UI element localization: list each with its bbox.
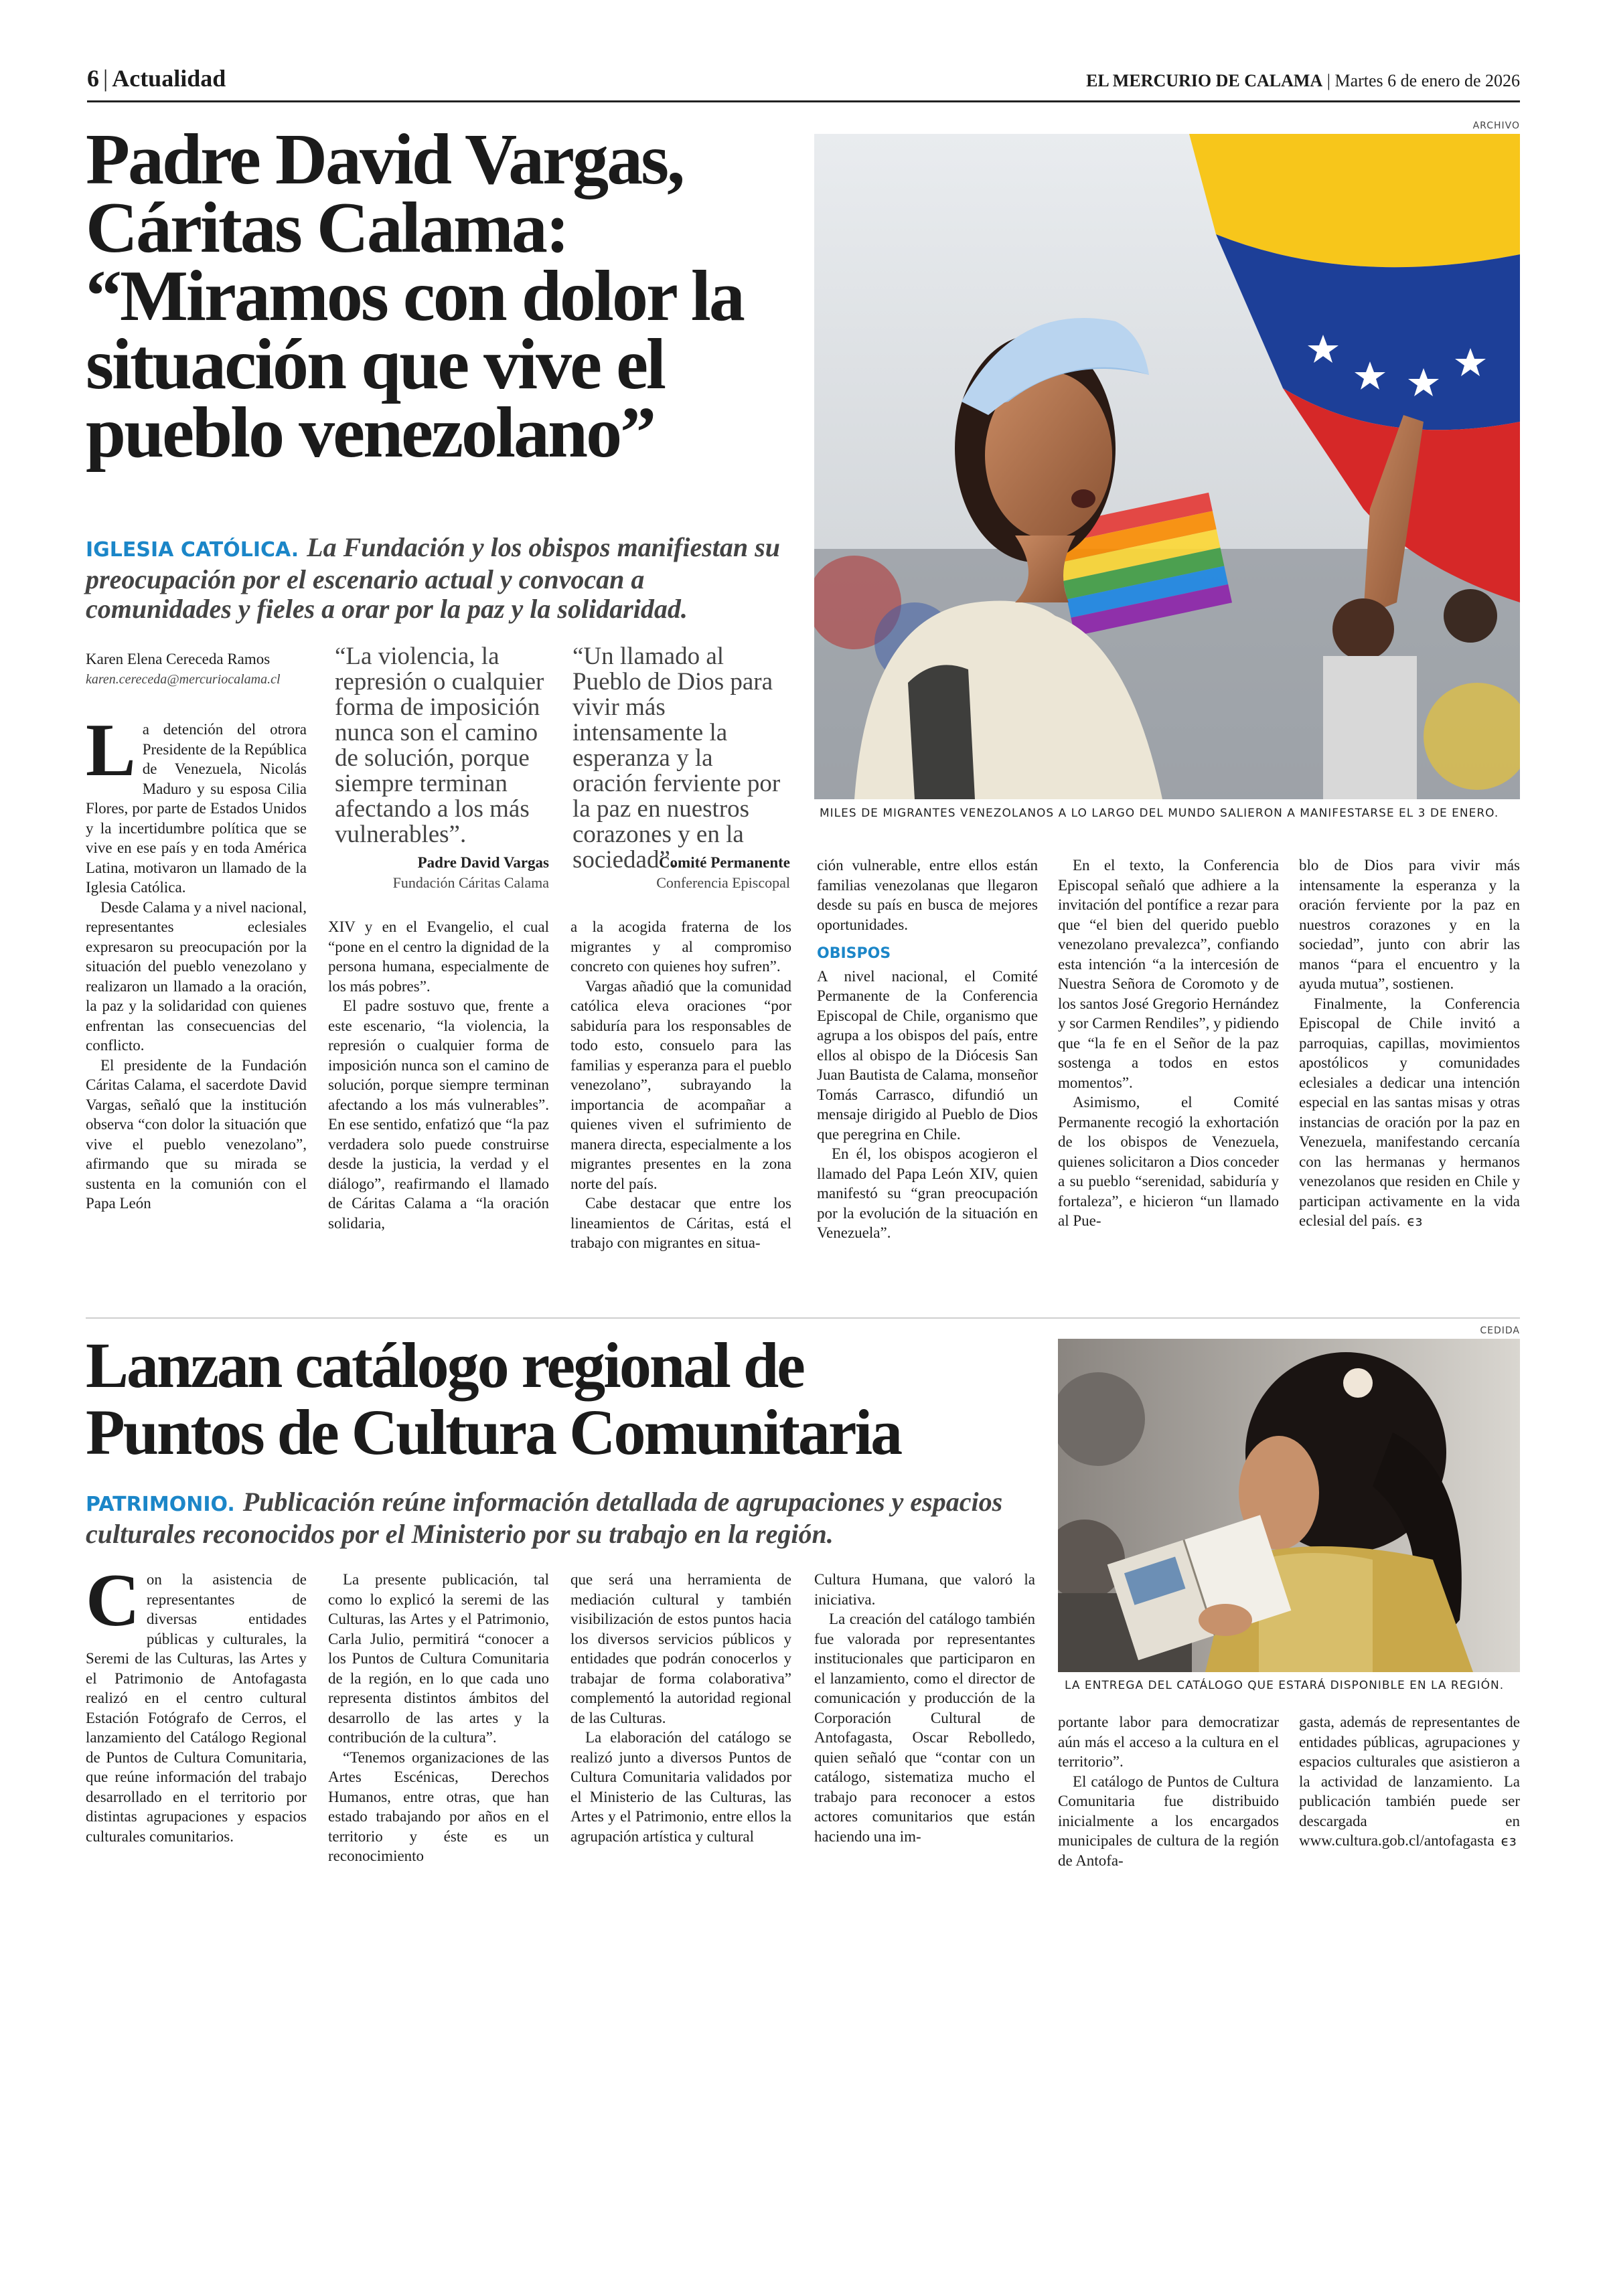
byline-name: Karen Elena Cereceda Ramos (86, 651, 271, 667)
kicker-text: La Fundación y los obispos manifiestan su preocupación por el escenario actual y convocan a comunidades y fieles a orar por la paz y la solidaridad. (86, 532, 780, 624)
article2-headline (86, 1329, 1057, 1468)
article-separator (86, 1317, 1520, 1319)
headline-line: situación que vive el (86, 325, 665, 404)
quote-attribution (335, 854, 549, 892)
article1-column-6 (1299, 855, 1520, 1309)
article2-column-6 (1299, 1712, 1520, 1908)
kicker-tag: IGLESIA CATÓLICA. (86, 538, 299, 562)
headline-line: Padre David Vargas, (86, 120, 684, 199)
subheading: OBISPOS (817, 945, 891, 962)
byline (86, 651, 313, 687)
headline-line: Cáritas Calama: (86, 188, 568, 268)
paragraph: En el texto, la Conferencia Episcopal señaló que adhiere a la invitación del pontífice a rezar para que “el bien del querido pueblo venezolano prevalezca”, confiando esta intención “a la intercesión de Nuestra Señora de Coromoto y de los santos José Gregorio Hernández y sor Carmen Rendiles”, y pidiendo que “la fe en el Señor de la paz sostenga a todos en estos momentos”. (1058, 857, 1279, 1091)
end-of-article-mark: ϵз (1407, 1213, 1423, 1229)
drop-cap: C (86, 1570, 140, 1642)
quote-author: Comité Permanente (658, 854, 790, 871)
paragraph: “Tenemos organizaciones de las Artes Escénicas, Derechos Humanos, entre otras, que han estado trabajando por años en el territorio y éste es un reconocimiento (328, 1748, 549, 1864)
issue-date: Martes 6 de enero de 2026 (1334, 71, 1520, 90)
paragraph: blo de Dios para vivir más intensamente la esperanza y la oración ferviente por la paz en nuestros corazones y en la sociedad”, junto con abrir las manos “para el encuentro y la ayuda mutua”, sostienen. (1299, 857, 1520, 992)
headline-line: Puntos de Cultura Comunitaria (86, 1396, 901, 1468)
paragraph: Cabe destacar que entre los lineamientos de Cáritas, está el trabajo con migrantes en situa- (570, 1195, 791, 1251)
paragraph: Cultura Humana, que valoró la iniciativa. (814, 1571, 1035, 1608)
paragraph: La elaboración del catálogo se realizó junto a diversos Puntos de Cultura Comunitaria validados por el Ministerio de las Culturas, las Artes y el Patrimonio, entre ellos la agrupación artística y cultural (570, 1729, 791, 1845)
paragraph: La creación del catálogo también fue valorada por representantes institucionales que participaron en el lanzamiento, como el director de comunicación y producción de la Corporación Cultural de Antofagasta, Oscar Rebolledo, quien señaló que “contar con un catálogo, sistematiza mucho el trabajo para reconocer a estos actores comunitarios que están haciendo una im- (814, 1611, 1035, 1845)
paragraph: A nivel nacional, el Comité Permanente de la Conferencia Episcopal de Chile, organismo que agrupa a los obispos del país, entre ellos al obispo de la Diócesis San Juan Bautista de Calama, monseñor Tomás Carrasco, difundió un mensaje dirigido al Pueblo de Dios que peregrina en Chile. (817, 967, 1038, 1143)
headline-line: pueblo venezolano” (86, 393, 655, 473)
paragraph: Desde Calama y a nivel nacional, representantes eclesiales expresaron su preocupación por la situación del pueblo venezolano y realizaron un llamado a la oración, la paz y la solidaridad con quienes enfrentan las consecuencias del conflicto. (86, 898, 307, 1054)
byline-email: karen.cereceda@mercuriocalama.cl (86, 672, 281, 687)
paragraph: portante labor para democratizar aún más el acceso a la cultura en el territorio”. (1058, 1714, 1279, 1770)
catalog-photo (1058, 1339, 1520, 1672)
article2-column-4 (814, 1570, 1035, 1908)
quote-author: Padre David Vargas (417, 854, 549, 871)
photo-credit: ARCHIVO (1472, 120, 1520, 131)
article1-column-4 (817, 855, 1038, 1309)
paragraph: Asimismo, el Comité Permanente recogió la exhortación de los obispos de Venezuela, quienes solicitaron a Dios conceder a su pueblo “serenidad, sabiduría y fortaleza”, e hicieron “un llamado al Pue- (1058, 1094, 1279, 1229)
paragraph: XIV y en el Evangelio, el cual “pone en el centro la dignidad de la persona humana, especialmente de los más pobres”. (328, 918, 549, 995)
paragraph: El presidente de la Fundación Cáritas Calama, el sacerdote David Vargas, señaló que la institución observa “con dolor la situación que vive el pueblo venezolano”, afirmando que su mirada se sustenta en la comunión con el Papa León (86, 1056, 307, 1212)
page-header-right: EL MERCURIO DE CALAMA | Martes 6 de enero de 2026 (1086, 71, 1520, 90)
article1-headline (86, 120, 809, 473)
quote-attribution (572, 854, 790, 892)
paragraph: En él, los obispos acogieron el llamado del Papa León XIV, quien manifestó su “gran preocupación por la evolución de la situación en Venezuela”. (817, 1145, 1038, 1241)
paragraph: El catálogo de Puntos de Cultura Comunitaria fue distribuido inicialmente a los encargados municipales de cultura de la región de Antofa- (1058, 1773, 1279, 1869)
article1-column-5 (1058, 855, 1279, 1309)
article2-column-5 (1058, 1712, 1279, 1908)
article2-column-3 (570, 1570, 791, 1908)
section-name: Actualidad (112, 65, 226, 92)
page-number: 6 (87, 65, 99, 92)
article1-column-1 (86, 720, 307, 1309)
kicker-text: Publicación reúne información detallada de agrupaciones y espacios culturales reconocidos por el Ministerio por su trabajo en la región. (86, 1487, 1003, 1549)
paragraph: que será una herramienta de mediación cultural y también visibilización de estos puntos hacia los diversos servicios públicos y entidades que podrán conocerlos y trabajar de forma colaborativa” complementó la autoridad regional de las Culturas. (570, 1571, 791, 1726)
protest-photo (814, 134, 1520, 799)
article2-column-2 (328, 1570, 549, 1908)
paragraph: Vargas añadió que la comunidad católica eleva oraciones “por sabiduría para los responsables de todo esto, consuelo para las familias y esperanza para el pueblo venezolano”, subrayando la importancia de acompañar a quienes viven el sufrimiento de manera directa, especialmente a los migrantes presentes en la zona norte del país. (570, 977, 791, 1192)
header-rule (87, 100, 1520, 102)
page-header-left: 6 | Actualidad (87, 65, 226, 92)
paragraph: La presente publicación, tal como lo explicó la seremi de las Culturas, las Artes y el Patrimonio, Carla Julio, permitirá “conocer a los Puntos de Cultura Comunitaria de la región, en lo que cada uno representa distintos ámbitos del desarrollo de las artes y la contribución de la cultura”. (328, 1571, 549, 1746)
article1-kicker (86, 533, 795, 624)
pull-quote: “Un llamado al Pueblo de Dios para vivir más intensamente la esperanza y la oración ferviente por la paz en nuestros corazones y en la sociedad”. (572, 643, 781, 874)
article1-column-3 (570, 917, 791, 1309)
paragraph: ción vulnerable, entre ellos están familias venezolanas que llegaron desde su país en busca de mejores oportunidades. (817, 857, 1038, 933)
headline-line: Lanzan catálogo regional de (86, 1329, 804, 1401)
photo-credit: CEDIDA (1480, 1325, 1520, 1336)
quote-author-role: Conferencia Episcopal (656, 874, 790, 891)
headline-line: “Miramos con dolor la (86, 256, 743, 336)
paragraph: gasta, además de representantes de entidades públicas, agrupaciones y espacios culturales que asistieron a la actividad de lanzamiento. La publicación también puede ser descargada en www.cultura.gob.cl/antofagasta (1299, 1714, 1520, 1849)
article2-kicker (86, 1487, 1037, 1549)
publication-name: EL MERCURIO DE CALAMA (1086, 71, 1323, 90)
paragraph: Finalmente, la Conferencia Episcopal de Chile invitó a parroquias, capillas, movimientos apostólicos y comunidades eclesiales a dedicar una intención especial en las santas misas y otras instancias de oración por la paz en Venezuela, manifestando cercanía con las hermanas y hermanos venezolanos que residen en Chile y participan activamente en la vida eclesial del país. (1299, 995, 1520, 1229)
paragraph: El padre sostuvo que, frente a este escenario, “la violencia, la represión o cualquier forma de imposición nunca son el camino de solución, porque siempre terminan afectando a los más vulnerables”. En ese sentido, enfatizó que “la paz verdadera solo puede construirse desde la justicia, la verdad y el diálogo”, reafirmando el llamado de Cáritas Calama a “la oración solidaria, (328, 997, 549, 1232)
protest-photo-illustration (814, 134, 1520, 799)
kicker-tag: PATRIMONIO. (86, 1493, 235, 1516)
article2-column-1 (86, 1570, 307, 1908)
paragraph: a la acogida fraterna de los migrantes y al compromiso concreto con quienes hoy sufren”. (570, 918, 791, 975)
photo-caption: MILES DE MIGRANTES VENEZOLANOS A LO LARGO DEL MUNDO SALIERON A MANIFESTARSE EL 3 DE ENERO. (820, 807, 1499, 820)
photo-caption: LA ENTREGA DEL CATÁLOGO QUE ESTARÁ DISPONIBLE EN LA REGIÓN. (1065, 1679, 1505, 1692)
quote-author-role: Fundación Cáritas Calama (392, 874, 549, 891)
pull-quote: “La violencia, la represión o cualquier forma de imposición nunca son el camino de solución, porque siempre terminan afectando a los más vulnerables”. (335, 643, 544, 848)
paragraph: a detención del otrora Presidente de la República de Venezuela, Nicolás Maduro y su esposa Cilia Flores, por parte de Estados Unidos y la incertidumbre política que se vive en ese país y en toda América Latina, motivaron un llamado de la Iglesia Católica. (86, 721, 307, 896)
drop-cap: L (86, 720, 136, 792)
article1-column-2 (328, 917, 549, 1309)
catalog-photo-illustration (1058, 1339, 1520, 1672)
end-of-article-mark: ϵз (1501, 1833, 1517, 1849)
paragraph: on la asistencia de representantes de diversas entidades públicas y culturales, la Seremi de las Culturas, las Artes y el Patrimonio de Antofagasta realizó en el centro cultural Estación Fotógrafo de Cerros, el lanzamiento del Catálogo Regional de Puntos de Cultura Comunitaria, que reúne información del trabajo desarrollado en el territorio por distintas agrupaciones y espacios culturales comunitarios. (86, 1571, 307, 1845)
